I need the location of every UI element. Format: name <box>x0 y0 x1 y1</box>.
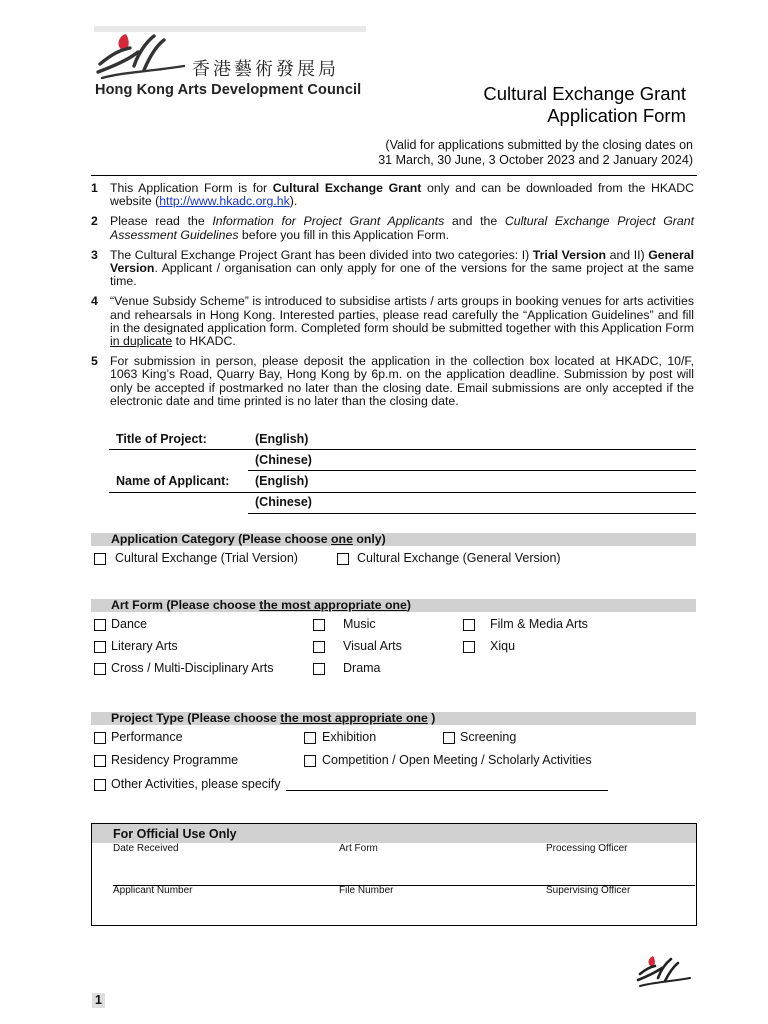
cross-disciplinary-label: Cross / Multi-Disciplinary Arts <box>111 661 274 675</box>
validity-line1: (Valid for applications submitted by the closing dates on <box>385 138 693 152</box>
title-english-label: (English) <box>255 432 309 446</box>
org-english-name: Hong Kong Arts Development Council <box>95 82 362 98</box>
art-form-official-label: Art Form <box>339 843 378 854</box>
supervising-officer-label: Supervising Officer <box>546 885 631 896</box>
applicant-number-label: Applicant Number <box>113 885 193 896</box>
competition-checkbox[interactable] <box>304 755 316 767</box>
music-label: Music <box>343 617 376 631</box>
screening-label: Screening <box>460 730 517 744</box>
official-use-box <box>91 823 697 926</box>
org-chinese-name: 香港藝術發展局 <box>192 59 339 80</box>
note-number: 5 <box>91 354 98 369</box>
exhibition-label: Exhibition <box>322 730 377 744</box>
form-title-line1: Cultural Exchange Grant <box>483 83 686 104</box>
general-version-checkbox[interactable] <box>337 553 349 565</box>
note-text: The Cultural Exchange Project Grant has been divided into two categories: I) Trial Version and II) General Version. Applicant / organisation can only apply for one of the versions for the same project at the same time. <box>110 247 694 289</box>
hkadc-footer-logo <box>636 954 694 992</box>
xiqu-checkbox[interactable] <box>463 641 475 653</box>
other-activities-checkbox[interactable] <box>94 779 106 791</box>
exhibition-checkbox[interactable] <box>304 732 316 744</box>
note-5 <box>91 355 694 408</box>
visual-arts-checkbox[interactable] <box>313 641 325 653</box>
trial-version-checkbox[interactable] <box>94 553 106 565</box>
visual-arts-label: Visual Arts <box>343 639 402 653</box>
applicant-chinese-line[interactable] <box>248 513 696 514</box>
trial-version-label: Cultural Exchange (Trial Version) <box>115 551 298 565</box>
file-number-label: File Number <box>339 885 394 896</box>
dance-label: Dance <box>111 617 148 631</box>
page-number: 1 <box>92 993 105 1008</box>
other-activities-label: Other Activities, please specify <box>111 777 281 791</box>
literary-arts-label: Literary Arts <box>111 639 178 653</box>
processing-officer-label: Processing Officer <box>546 843 628 854</box>
application-category-heading: Application Category (Please choose one only) <box>91 533 696 546</box>
applicant-chinese-label: (Chinese) <box>255 495 312 509</box>
header-divider <box>91 175 697 176</box>
name-of-applicant-label: Name of Applicant: <box>116 474 230 488</box>
note-number: 1 <box>91 181 98 195</box>
film-media-arts-label: Film & Media Arts <box>490 617 588 631</box>
film-media-arts-checkbox[interactable] <box>463 619 475 631</box>
drama-label: Drama <box>343 661 381 675</box>
form-title <box>483 83 686 127</box>
note-number: 3 <box>91 247 98 262</box>
general-version-label: Cultural Exchange (General Version) <box>357 551 561 565</box>
art-form-heading: Art Form (Please choose the most appropriate one) <box>91 599 696 612</box>
dance-checkbox[interactable] <box>94 619 106 631</box>
cross-disciplinary-checkbox[interactable] <box>94 663 106 675</box>
date-received-label: Date Received <box>113 843 179 854</box>
competition-label: Competition / Open Meeting / Scholarly Activities <box>322 753 592 767</box>
note-number: 2 <box>91 214 98 229</box>
note-number: 4 <box>91 294 98 309</box>
residency-programme-checkbox[interactable] <box>94 755 106 767</box>
validity-line2: 31 March, 30 June, 3 October 2023 and 2 January 2024) <box>378 152 693 167</box>
hkadc-website-link[interactable]: http://www.hkadc.org.hk <box>159 194 290 209</box>
note-1 <box>91 182 694 208</box>
xiqu-label: Xiqu <box>490 639 516 653</box>
note-text: For submission in person, please deposit the application in the collection box located at HKADC, 10/F, 1063 King’s Road, Quarry Bay, Hong Kong by 6p.m. on the application deadline. Submission by post will only be accepted if postmarked no later than the closing date. Email submissions are only accepted if the electronic date and time printed is no later than the closing date. <box>110 354 694 408</box>
other-activities-specify-line[interactable] <box>286 790 608 791</box>
note-3 <box>91 249 694 289</box>
performance-label: Performance <box>111 730 183 744</box>
music-checkbox[interactable] <box>313 619 325 631</box>
official-use-heading: For Official Use Only <box>92 824 696 843</box>
notes-list <box>91 182 694 415</box>
literary-arts-checkbox[interactable] <box>94 641 106 653</box>
note-text: Please read the Information for Project Grant Applicants and the Cultural Exchange Project Grant Assessment Guidelines before you fill in this Application Form. <box>110 214 694 242</box>
applicant-english-label: (English) <box>255 474 309 488</box>
validity-note <box>378 138 693 167</box>
project-type-heading: Project Type (Please choose the most appropriate one ) <box>91 712 696 725</box>
screening-checkbox[interactable] <box>443 732 455 744</box>
drama-checkbox[interactable] <box>313 663 325 675</box>
note-2 <box>91 215 694 241</box>
note-text: This Application Form is for Cultural Exchange Grant only and can be downloaded from the HKADC website (http://www.hkadc.org.hk). <box>110 181 694 209</box>
performance-checkbox[interactable] <box>94 732 106 744</box>
title-of-project-label: Title of Project: <box>116 432 207 446</box>
note-text: “Venue Subsidy Scheme” is introduced to subsidise artists / arts groups in booking venues for arts activities and rehearsals in Hong Kong. Interested parties, please read carefully the “Application Guidelines” and fill in the designated application form. Completed form should be submitted together with this Application Form in duplicate to HKADC. <box>110 294 694 349</box>
form-title-line2: Application Form <box>547 105 686 126</box>
residency-programme-label: Residency Programme <box>111 753 239 767</box>
title-chinese-label: (Chinese) <box>255 453 312 467</box>
note-4 <box>91 295 694 348</box>
project-applicant-table <box>109 428 696 512</box>
